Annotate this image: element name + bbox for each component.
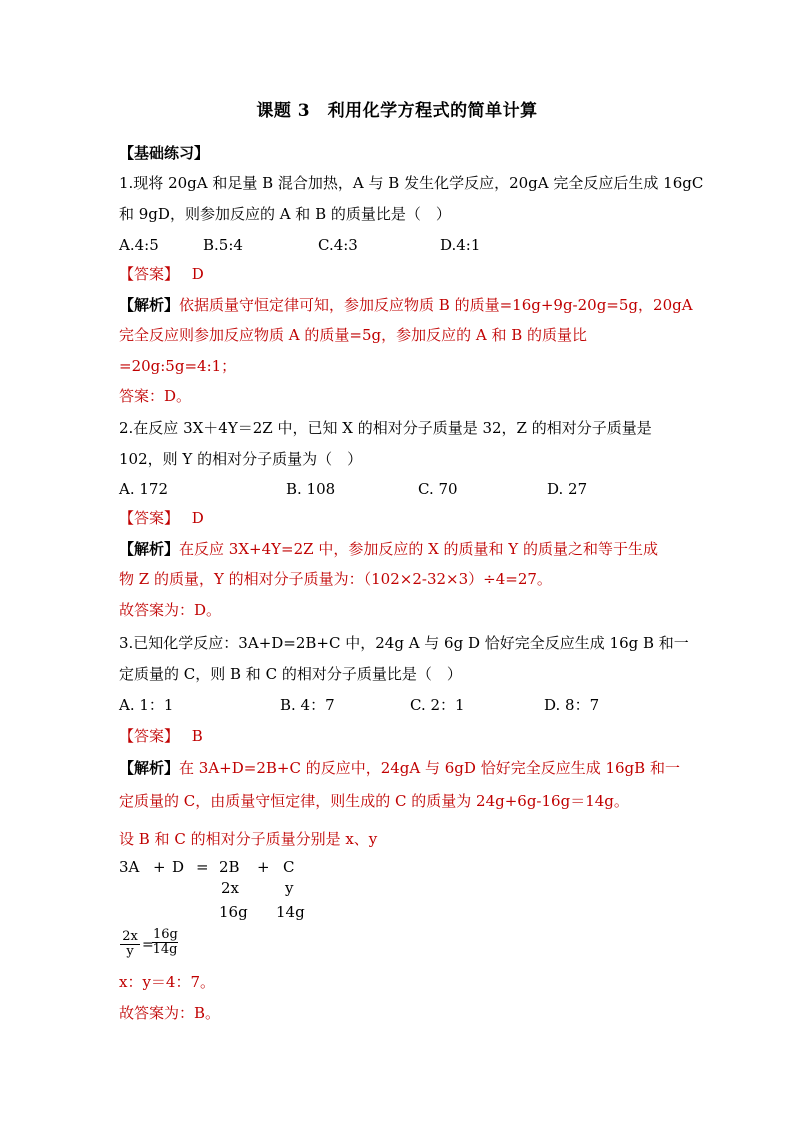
answer-tag: 【答案】 bbox=[119, 265, 180, 283]
q1-final-answer: 答案：D。 bbox=[119, 387, 192, 405]
analysis-tag: 【解析】 bbox=[119, 296, 180, 314]
analysis-text: 在 3A+D=2B+C 的反应中，24gA 与 6gD 恰好完全反应生成 16gB 和一 bbox=[179, 759, 680, 777]
q1-analysis-line3: =20g:5g=4:1； bbox=[119, 357, 237, 375]
q1-answer bbox=[119, 264, 204, 284]
q2-option-d: D. 27 bbox=[547, 480, 588, 498]
eq-term-d: D bbox=[172, 858, 185, 876]
answer-value: B bbox=[191, 727, 203, 745]
q2-analysis-line1 bbox=[119, 539, 658, 559]
q1-analysis-line2: 完全反应则参加反应物质 A 的质量=5g，参加反应的 A 和 B 的质量比 bbox=[119, 326, 588, 344]
analysis-text: 在反应 3X+4Y=2Z 中，参加反应的 X 的质量和 Y 的质量之和等于生成 bbox=[179, 540, 658, 558]
q1-option-b: B.5:4 bbox=[203, 236, 243, 254]
q1-option-d: D.4:1 bbox=[440, 236, 481, 254]
q3-analysis-line2: 定质量的 C，由质量守恒定律，则生成的 C 的质量为 24g+6g-16g＝14g。 bbox=[119, 792, 629, 810]
fraction-left bbox=[120, 930, 140, 959]
eq-row3-16g: 16g bbox=[219, 903, 248, 921]
eq-row3-14g: 14g bbox=[276, 903, 305, 921]
analysis-tag: 【解析】 bbox=[119, 540, 180, 558]
eq-plus-2: + bbox=[257, 858, 270, 876]
fraction-right-numerator: 16g bbox=[153, 927, 178, 942]
q3-ratio: x：y＝4：7。 bbox=[119, 973, 216, 991]
q3-option-a: A. 1：1 bbox=[119, 696, 174, 714]
q2-final-answer: 故答案为：D。 bbox=[119, 601, 222, 619]
q1-analysis-line1 bbox=[119, 295, 693, 315]
fraction-left-numerator: 2x bbox=[120, 930, 140, 945]
eq-term-c: C bbox=[283, 858, 295, 876]
q2-option-a: A. 172 bbox=[119, 480, 168, 498]
q3-final-answer: 故答案为：B。 bbox=[119, 1004, 221, 1022]
answer-value: D bbox=[191, 265, 204, 283]
q3-stem-line2: 定质量的 C，则 B 和 C 的相对分子质量比是（ ） bbox=[119, 665, 462, 683]
analysis-tag: 【解析】 bbox=[119, 759, 180, 777]
q3-option-d: D. 8：7 bbox=[544, 696, 600, 714]
q2-option-b: B. 108 bbox=[286, 480, 336, 498]
q1-stem-line1: 1.现将 20gA 和足量 B 混合加热，A 与 B 发生化学反应，20gA 完全反应后生成 16gC bbox=[119, 174, 704, 192]
q3-option-b: B. 4：7 bbox=[280, 696, 335, 714]
q3-setup-text: 设 B 和 C 的相对分子质量分别是 x、y bbox=[119, 830, 378, 848]
section-heading: 【基础练习】 bbox=[119, 144, 210, 162]
eq-plus-1: + bbox=[153, 858, 166, 876]
page-title: 课题 3 利用化学方程式的简单计算 bbox=[256, 101, 538, 121]
q1-option-c: C.4:3 bbox=[318, 236, 358, 254]
fraction-left-denominator: y bbox=[126, 944, 134, 959]
eq-row2-y: y bbox=[285, 879, 294, 897]
q3-stem-line1: 3.已知化学反应：3A+D=2B+C 中，24g A 与 6g D 恰好完全反应生成 16g B 和一 bbox=[119, 634, 689, 652]
eq-equals: = bbox=[196, 858, 209, 876]
answer-tag: 【答案】 bbox=[119, 509, 180, 527]
answer-value: D bbox=[191, 509, 204, 527]
q2-stem-line1: 2.在反应 3X＋4Y＝2Z 中，已知 X 的相对分子质量是 32，Z 的相对分子质量是 bbox=[119, 419, 652, 437]
answer-tag: 【答案】 bbox=[119, 727, 180, 745]
fraction-right bbox=[152, 928, 178, 957]
q3-analysis-line1 bbox=[119, 758, 680, 778]
analysis-text: 依据质量守恒定律可知，参加反应物质 B 的质量=16g+9g-20g=5g，20gA bbox=[179, 296, 693, 314]
eq-term-2b: 2B bbox=[219, 858, 240, 876]
fraction-right-denominator: 14g bbox=[152, 942, 178, 957]
q3-option-c: C. 2：1 bbox=[410, 696, 465, 714]
eq-term-3a: 3A bbox=[119, 858, 140, 876]
q2-stem-line2: 102，则 Y 的相对分子质量为（ ） bbox=[119, 450, 363, 468]
eq-row2-2x: 2x bbox=[221, 879, 240, 897]
q3-answer bbox=[119, 726, 203, 746]
q1-stem-line2: 和 9gD，则参加反应的 A 和 B 的质量比是（ ） bbox=[119, 205, 451, 223]
q2-analysis-line2: 物 Z 的质量，Y 的相对分子质量为：（102×2-32×3）÷4=27。 bbox=[119, 570, 552, 588]
q2-option-c: C. 70 bbox=[418, 480, 458, 498]
q2-answer bbox=[119, 508, 204, 528]
fraction-equals: = bbox=[142, 937, 154, 953]
q1-option-a: A.4:5 bbox=[119, 236, 159, 254]
